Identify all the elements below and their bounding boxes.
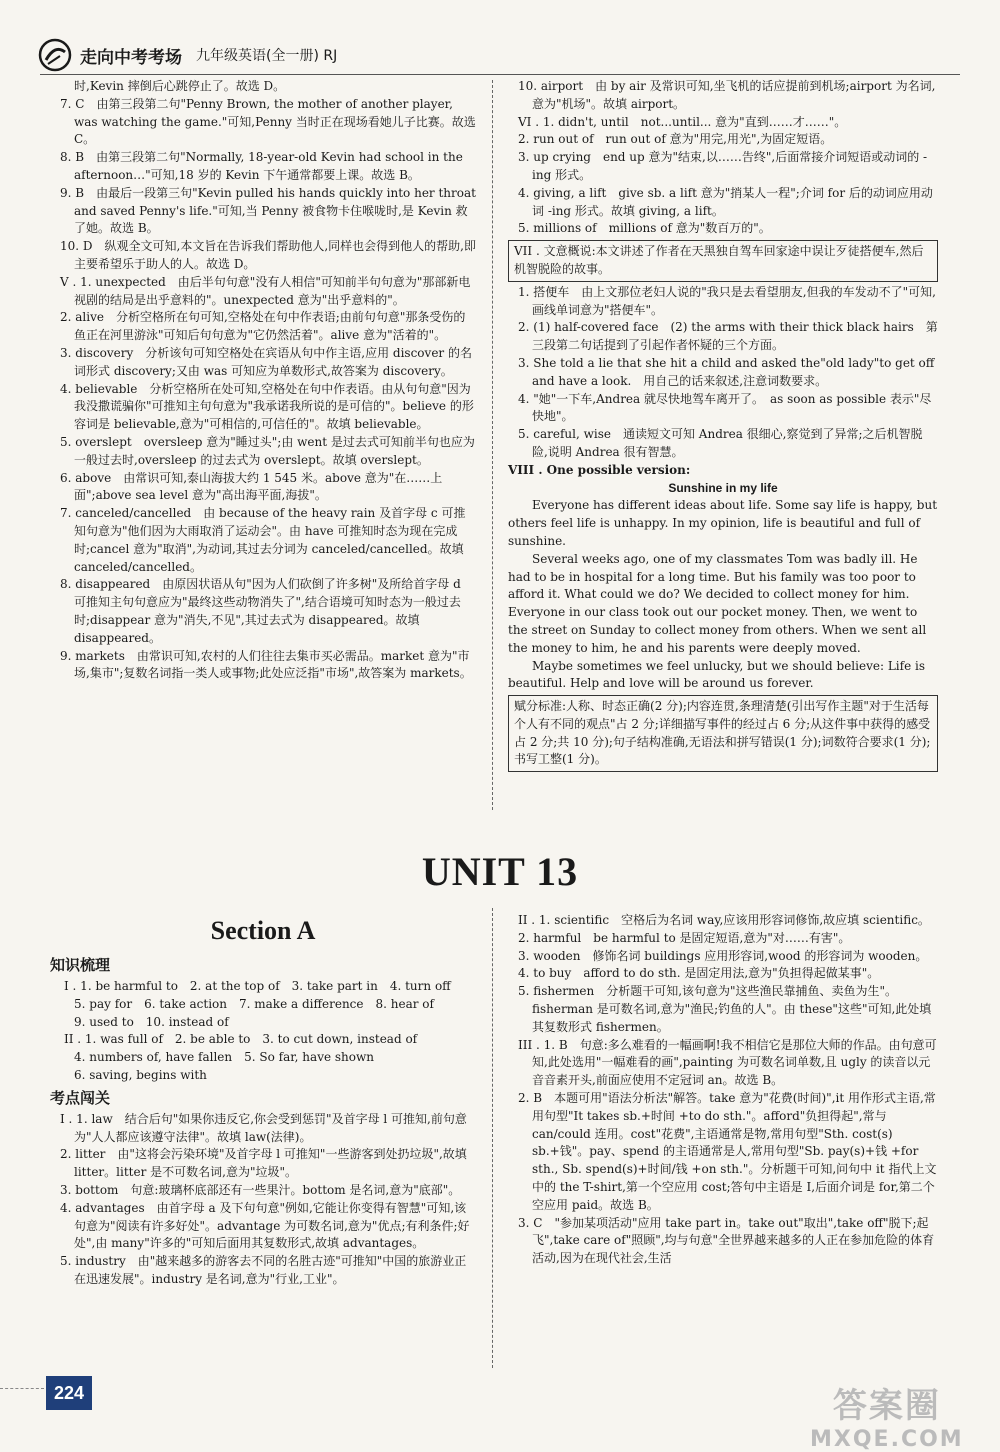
phrase-line: 9. used to 10. instead of <box>74 1014 229 1029</box>
answer-item: VI . 1. didn't, until not...until... 意为"直到……才……"。 <box>518 114 847 129</box>
phrase-line: 6. saving, begins with <box>74 1067 207 1082</box>
answer-item: 5. industry 由"越来越多的游客去不同的名胜古迹"可推知"中国的旅游业正在迅速发展"。industry 是名词,意为"行业,工业"。 <box>60 1254 467 1286</box>
left-top-column <box>50 78 476 683</box>
watermark <box>810 1378 964 1452</box>
answer-item: 5. careful, wise 通读短文可知 Andrea 很细心,察觉到了异常;之后机智脱险,说明 Andrea 很有智慧。 <box>518 427 923 459</box>
page-header <box>38 38 337 72</box>
answer-item: 1. 搭便车 由上文那位老妇人说的"我只是去看望朋友,但我的车发动不了"可知,画线单词意为"搭便车"。 <box>518 284 936 317</box>
answer-item: 9. B 由最后一段第三句"Kevin pulled his hands quickly into her throat and saved Penny's life."可知,当 Penny 被食物卡住喉咙时,是 Kevin 救了她。故选 B。 <box>60 185 476 236</box>
right-top-column <box>508 78 938 774</box>
answer-item: 4. to buy afford to do sth. 是固定用法,意为"负担得起做某事"。 <box>518 966 880 981</box>
essay-body <box>508 497 938 693</box>
answer-item: 7. canceled/cancelled 由 because of the heavy rain 及首字母 c 可推知句意为"他们因为大雨取消了运动会"。由 have 可推知时态为现在完成时;cancel 意为"取消",为动词,其过去分词为 canceled/cancelled。故填 canceled/cancelled。 <box>60 506 466 574</box>
scoring-criteria: 赋分标准:人称、时态正确(2 分);内容连贯,条理清楚(引出写作主题"对于生活每个人有不同的观点"占 2 分;详细描写事件的经过占 6 分;从这件事中获得的感受占 2 分;共 10 分);句子结构准确,无语法和拼写错误(1 分);词数符合要求(1 分);书写工整(1 分)。 <box>514 699 931 767</box>
phrase-line: 4. numbers of, have fallen 5. So far, have shown <box>74 1050 374 1065</box>
answer-item: 8. disappeared 由原因状语从句"因为人们砍倒了许多树"及所给首字母 d 可推知主句句意应为"最终这些动物消失了",结合语境可知时态为一般过去时;disappear 意为"消失,不见",其过去式为 disappeared。故填 disappeared。 <box>60 577 461 645</box>
essay-paragraph: Everyone has different ideas about life. Some say life is happy, but others feel life is unhappy. In my opinion, life is beautiful and full of sunshine. <box>508 498 938 548</box>
page-number: 224 <box>46 1376 92 1410</box>
book-subtitle: 九年级英语(全一册) RJ <box>196 48 338 64</box>
left-bottom-column <box>50 910 476 1289</box>
answer-item: 2. harmful be harmful to 是固定短语,意为"对……有害"。 <box>518 930 851 945</box>
answer-item: 5. millions of millions of 意为"数百万的"。 <box>518 221 771 236</box>
answer-item: 3. She told a lie that she hit a child and asked the"old lady"to get off and have a look. 用自己的话来叙述,注意词数要求。 <box>518 355 935 388</box>
column-divider-bottom <box>492 908 493 1368</box>
answer-item: 5. overslept oversleep 意为"睡过头";由 went 是过去式可知前半句也应为一般过去时,oversleep 的过去式为 overslept。故填 overslept。 <box>60 434 475 467</box>
passage-summary: VII . 文意概说:本文讲述了作者在天黑独自驾车回家途中误让歹徒搭便车,然后机智脱险的故事。 <box>514 244 924 276</box>
header-rule <box>40 74 960 75</box>
answer-item: 4. believable 分析空格所在处可知,空格处在句中作表语。由从句句意"因为我没撒谎骗你"可推知主句句意为"我承诺我所说的是可信的"。believe 的形容词是 believable,意为"可相信的,可信任的"。故填 believable。 <box>60 381 474 432</box>
watermark-line: 答案圈 <box>832 1386 941 1426</box>
answer-item: II . 1. scientific 空格后为名词 way,应该用形容词修饰,故应填 scientific。 <box>518 913 930 927</box>
footer-dash <box>0 1388 44 1389</box>
answer-item: 8. B 由第三段第二句"Normally, 18-year-old Kevin had school in the afternoon…"可知,18 岁的 Kevin 下午通常都要上课。故选 B。 <box>60 150 463 182</box>
scoring-criteria-box <box>508 695 938 772</box>
answer-item: 2. litter 由"这将会污染环境"及首字母 l 可推知"一些游客到处扔垃圾",故填 litter。litter 是不可数名词,意为"垃圾"。 <box>60 1147 467 1180</box>
answer-item: 9. markets 由常识可知,农村的人们往往去集市买必需品。market 意为"市场,集市";复数名词指一类人或事物;此处应泛指"市场",故答案为 markets。 <box>60 648 472 681</box>
phrase-line: I . 1. be harmful to 2. at the top of 3. take part in 4. turn off <box>64 979 451 993</box>
answer-item: 10. airport 由 by air 及常识可知,坐飞机的话应提前到机场;airport 为名词,意为"机场"。故填 airport。 <box>518 79 936 111</box>
brand-logo-icon <box>38 38 72 72</box>
writing-section-label: VIII . One possible version: <box>508 462 691 477</box>
essay-paragraph: Maybe sometimes we feel unlucky, but we should believe: Life is beautiful. Help and love will be around us forever. <box>508 658 925 691</box>
column-divider-top <box>492 80 493 810</box>
answer-item: III . 1. B 句意:多么难看的一幅画啊!我不相信它是那位大师的作品。由句意可知,此处选用"一幅难看的画",painting 为可数名词单数,且 ugly 的读音以元音音素开头,前面应使用不定冠词 an。故选 B。 <box>518 1037 937 1088</box>
answer-item: 2. B 本题可用"语法分析法"解答。take 意为"花费(时间)",it 用作形式主语,常用句型"It takes sb.+时间 +to do sth."。afford"负担得起",常与 can/could 连用。cost"花费",主语通常是物,常用句型"Sth. cost(s) sb.+钱"。pay、spend 的主语通常是人,常用句型"Sb. pay(s)+钱 +for sth., Sb. spend(s)+时间/钱 +on sth."。分析题干可知,问句中 it 指代上文中的 the T-shirt,第一个空应用 cost;答句中主语是 I,后面介词是 for,第二个空应用 paid。故选 B。 <box>518 1090 937 1212</box>
answer-item: 3. up crying end up 意为"结束,以……告终",后面常接介词短语或动词的 -ing 形式。 <box>518 150 928 182</box>
answer-item: 2. run out of run out of 意为"用完,用光",为固定短语。 <box>518 132 833 147</box>
answer-item: V . 1. unexpected 由后半句句意"没有人相信"可知前半句句意为"那部新电视剧的结局是出乎意料的"。unexpected 意为"出乎意料的"。 <box>60 274 471 307</box>
answer-item: 3. discovery 分析该句可知空格处在宾语从句中作主语,应用 discover 的名词形式 discovery;又由 was 可知应为单数形式,故答案为 discovery。 <box>60 345 472 378</box>
answer-item: 3. wooden 修饰名词 buildings 应用形容词,wood 的形容词为 wooden。 <box>518 948 928 963</box>
passage-summary-box <box>508 240 938 282</box>
answer-item: 10. D 纵观全文可知,本文旨在告诉我们帮助他人,同样也会得到他人的帮助,即主要希望乐于助人的人。故选 D。 <box>60 239 476 271</box>
phrase-line: 5. pay for 6. take action 7. make a difference 8. hear of <box>74 996 434 1011</box>
answer-item: 4. "她"一下车,Andrea 就尽快地驾车离开了。 as soon as possible 表示"尽快地"。 <box>518 391 932 424</box>
unit-title: UNIT 13 <box>421 849 579 894</box>
answer-item: 7. C 由第三段第二句"Penny Brown, the mother of another player, was watching the game."可知,Penny 当时正在现场看她儿子比赛。故选 C。 <box>60 96 476 147</box>
answer-item: 2. alive 分析空格所在句可知,空格处在句中作表语;由前句句意"那条受伤的鱼正在河里游泳"可知后句句意为"它仍然活着"。alive 意为"活着的"。 <box>60 310 466 343</box>
knowledge-heading: 知识梳理 <box>50 956 111 974</box>
section-title: Section A <box>210 916 316 945</box>
answer-item: 4. giving, a lift give sb. a lift 意为"捎某人一程";介词 for 后的动词应用动词 -ing 形式。故填 giving, a lift。 <box>518 185 933 218</box>
essay-title: Sunshine in my life <box>668 480 778 495</box>
answer-item: 时,Kevin 摔倒后心跳停止了。故选 D。 <box>74 79 286 93</box>
phrase-line: II . 1. was full of 2. be able to 3. to cut down, instead of <box>64 1032 418 1047</box>
right-bottom-column <box>508 912 938 1268</box>
answer-item: I . 1. law 结合后句"如果你违反它,你会受到惩罚"及首字母 l 可推知,前句意为"人人都应该遵守法律"。故填 law(法律)。 <box>60 1111 467 1144</box>
answer-item: 3. bottom 句意:玻璃杯底部还有一些果汁。bottom 是名词,意为"底部"。 <box>60 1182 461 1197</box>
essay-paragraph: Several weeks ago, one of my classmates Tom was badly ill. He had to be in hospital for a long time. But his family was too poor to afford it. What could we do? We decided to collect money for him. Everyone in our class took out our pocket money. Then, we went to the street on Sunday to collect money from others. When we sent all the money to him, he and his parents were deeply moved. <box>508 551 927 655</box>
exam-points-heading: 考点闯关 <box>50 1088 111 1107</box>
answer-item: 4. advantages 由首字母 a 及下句句意"例如,它能让你变得有智慧"可知,该句意为"阅读有许多好处"。advantage 为可数名词,意为"优点;有利条件;好处",由 many"许多的"可知后面用其复数形式,故填 advantages。 <box>60 1200 470 1251</box>
answer-item: 5. fishermen 分析题干可知,该句意为"这些渔民靠捕鱼、卖鱼为生"。fisherman 是可数名词,意为"渔民;钓鱼的人"。由 these"这些"可知,此处填其复数形式 fishermen。 <box>518 984 932 1034</box>
brand-name: 走向中考考场 <box>80 47 182 68</box>
answer-item: 6. above 由常识可知,泰山海拔大约 1 545 米。above 意为"在……上面";above sea level 意为"高出海平面,海拔"。 <box>60 470 443 503</box>
watermark-url: MXQE.COM <box>810 1427 964 1452</box>
answer-item: 2. (1) half-covered face (2) the arms with their thick black hairs 第三段第二句话提到了引起作者怀疑的三个方面。 <box>518 320 938 353</box>
answer-item: 3. C "参加某项活动"应用 take part in。take out"取出",take off"脱下;起飞",take care of"照顾",均与句意"全世界越来越多的人正在参加危险的体育活动,因为在现代社会,生活 <box>518 1215 935 1266</box>
